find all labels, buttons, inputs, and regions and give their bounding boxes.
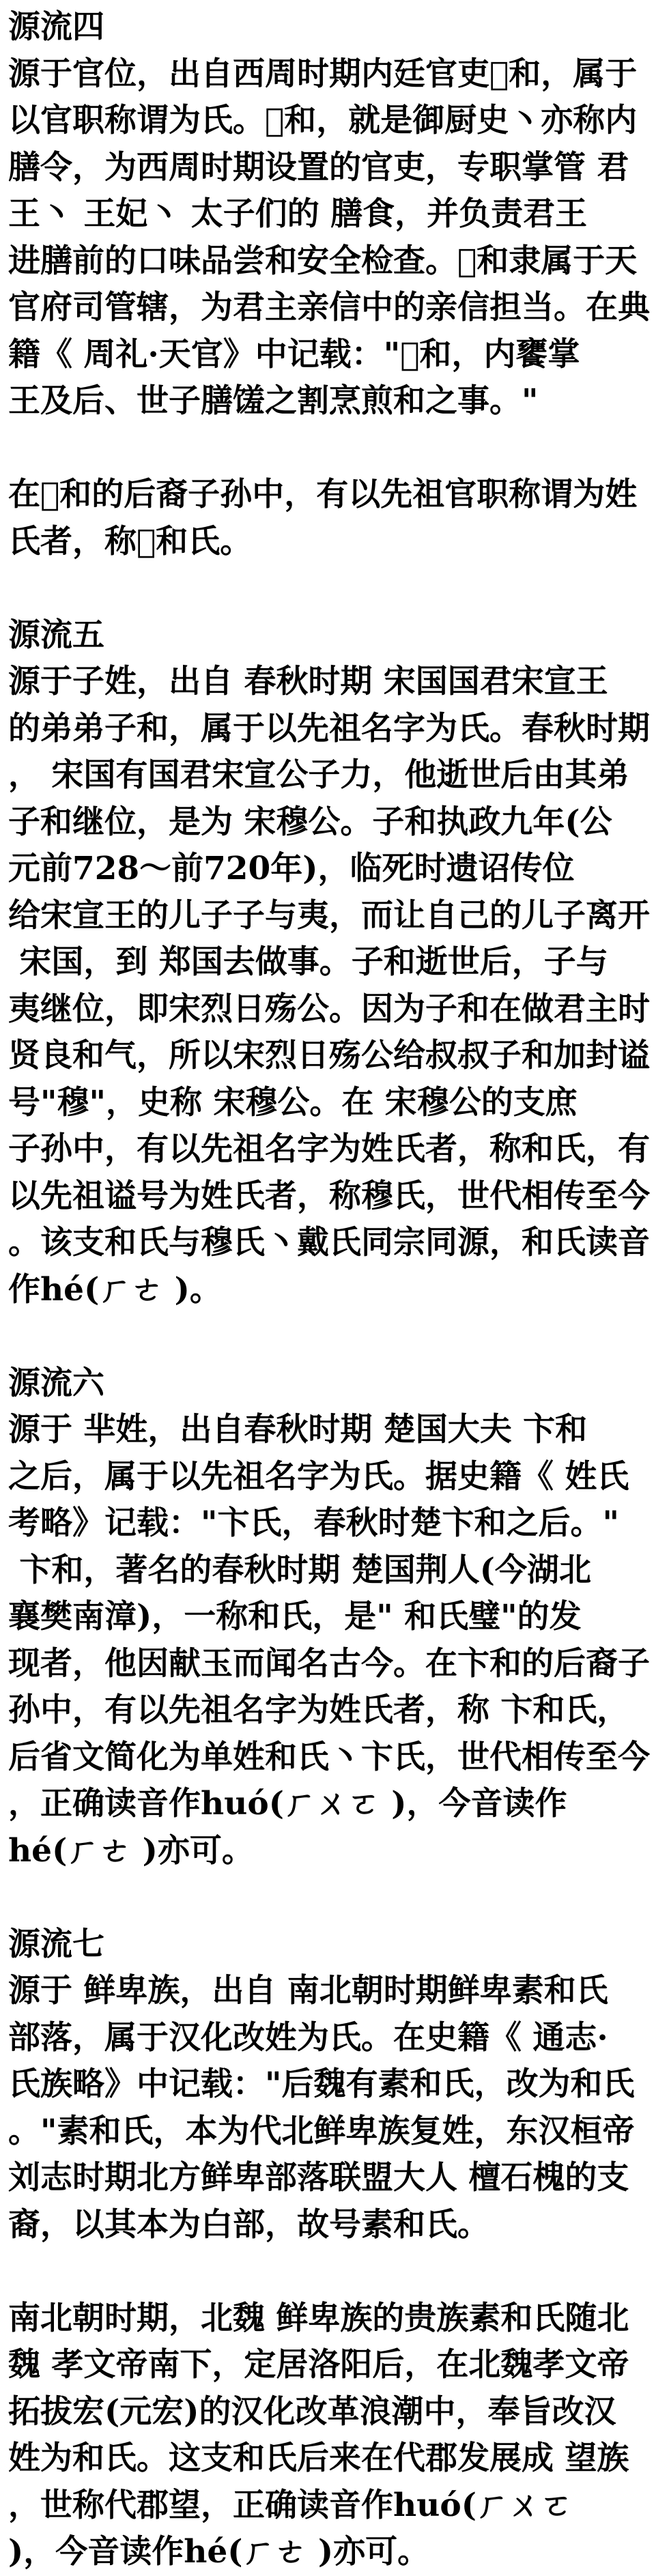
- text-line: )，今音读作hé(ㄏㄜ )亦可。: [8, 2533, 430, 2571]
- text-line: 魏 孝文帝南下，定居洛阳后，在北魏孝文帝: [8, 2346, 629, 2384]
- section-origin-4: [8, 4, 661, 425]
- text-line: 籍《 周礼·天官》中记载："𦋹和，内饔掌: [8, 335, 580, 373]
- text-line: 部落，属于汉化改姓为氏。在史籍《 通志·: [8, 2018, 608, 2057]
- text-line: 以先祖谥号为姓氏者，称穆氏，世代相传至今: [8, 1177, 650, 1215]
- text-line: 姓为和氏。这支和氏后来在代郡发展成 望族: [8, 2439, 629, 2477]
- text-line: 襄樊南漳)，一称和氏，是" 和氏璧"的发: [8, 1598, 582, 1635]
- text-line: 源于子姓，出自 春秋时期 宋国国君宋宣王: [8, 663, 608, 700]
- text-line: 在𦋹和的后裔子孙中，有以先祖官职称谓为姓: [8, 476, 638, 513]
- text-line: 号"穆"，史称 宋穆公。在 宋穆公的支庶: [8, 1083, 578, 1121]
- text-line: ，世称代郡望，正确读音作huó(ㄏㄨㄛ: [8, 2486, 573, 2524]
- text-line: 现者，他因献玉而闻名古今。在卞和的后裔子: [8, 1644, 650, 1683]
- text-line: ， 宋国有国君宋宣公子力，他逝世后由其弟: [8, 756, 629, 794]
- text-line: 。该支和氏与穆氏丶戴氏同宗同源，和氏读音: [8, 1224, 650, 1261]
- text-line: 贤良和气，所以宋烈日殇公给叔叔子和加封谥: [8, 1037, 650, 1074]
- text-line: 膳令，为西周时期设置的官吏，专职掌管 君: [8, 148, 629, 186]
- text-line: 考略》记载："卞氏，春秋时楚卞和之后。": [8, 1504, 619, 1542]
- text-line: 源于 鲜卑族，出自 南北朝时期鲜卑素和氏: [8, 1972, 608, 2009]
- text-line: 卞和，著名的春秋时期 楚国荆人(今湖北: [8, 1551, 591, 1589]
- paragraph-gap: [8, 425, 661, 472]
- section-heading: 源流五: [8, 616, 104, 654]
- text-line: 之后，属于以先祖名字为氏。据史籍《 姓氏: [8, 1457, 629, 1495]
- text-line: 的弟弟子和，属于以先祖名字为氏。春秋时期: [8, 709, 650, 747]
- text-line: 王及后、世子膳馐之割烹煎和之事。": [8, 382, 539, 420]
- paragraph-gap: [8, 1874, 661, 1921]
- section-origin-4-descendants: [8, 472, 661, 565]
- section-origin-7-history: [8, 2295, 661, 2576]
- text-line: 以官职称谓为氏。𦋹和，就是御厨史丶亦称内: [8, 102, 638, 139]
- text-line: 南北朝时期，北魏 鲜卑族的贵族素和氏随北: [8, 2299, 629, 2337]
- text-line: 官府司管辖，为君主亲信中的亲信担当。在典: [8, 289, 650, 326]
- section-heading: 源流六: [8, 1364, 104, 1402]
- text-line: 裔，以其本为白部，故号素和氏。: [8, 2205, 489, 2244]
- section-origin-5: [8, 612, 661, 1314]
- text-line: 拓拔宏(元宏)的汉化改革浪潮中，奉旨改汉: [8, 2392, 616, 2431]
- text-line: 子和继位，是为 宋穆公。子和执政九年(公: [8, 803, 612, 841]
- text-line: 氏者，称𦋹和氏。: [8, 522, 253, 560]
- text-line: hé(ㄏㄜ )亦可。: [8, 1831, 254, 1870]
- text-line: 氏族略》中记载："后魏有素和氏，改为和氏: [8, 2065, 635, 2103]
- paragraph-gap: [8, 565, 661, 612]
- paragraph-gap: [8, 2248, 661, 2295]
- paragraph-gap: [8, 1313, 661, 1360]
- text-line: 源于官位，出自西周时期内廷官吏𦋹和，属于: [8, 55, 638, 93]
- text-line: 孙中，有以先祖名字为姓氏者，称 卞和氏，: [8, 1691, 629, 1729]
- text-line: 给宋宣王的儿子子与夷，而让自己的儿子离开: [8, 896, 650, 934]
- text-line: 元前728～前720年)，临死时遗诏传位: [8, 850, 575, 887]
- text-line: 子孙中，有以先祖名字为姓氏者，称和氏，有: [8, 1130, 650, 1168]
- section-heading: 源流四: [8, 8, 104, 46]
- text-line: 刘志时期北方鲜卑部落联盟大人 檀石槐的支: [8, 2159, 629, 2196]
- text-line: 后省文简化为单姓和氏丶卞氏，世代相传至今: [8, 1738, 650, 1776]
- text-line: ，正确读音作huó(ㄏㄨㄛ )，今音读作: [8, 1785, 567, 1822]
- text-line: 王丶 王妃丶 太子们的 膳食，并负责君王: [8, 195, 588, 233]
- text-line: 作hé(ㄏㄜ )。: [8, 1270, 222, 1308]
- text-line: 夷继位，即宋烈日殇公。因为子和在做君主时: [8, 990, 650, 1028]
- text-line: 宋国，到 郑国去做事。子和逝世后，子与: [8, 943, 608, 981]
- section-origin-7: [8, 1921, 661, 2249]
- text-line: 。"素和氏，本为代北鲜卑族复姓，东汉桓帝: [8, 2112, 635, 2150]
- section-heading: 源流七: [8, 1925, 104, 1963]
- section-origin-6: [8, 1360, 661, 1875]
- text-line: 进膳前的口味品尝和安全检查。𦋹和隶属于天: [8, 242, 638, 280]
- text-line: 源于 芈姓，出自春秋时期 楚国大夫 卞和: [8, 1411, 588, 1448]
